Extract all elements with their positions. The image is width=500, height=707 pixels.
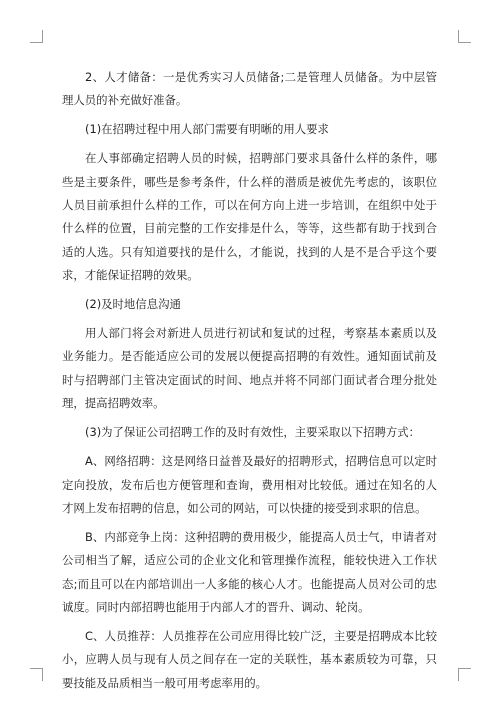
paragraph-referral: C、人员推荐：人员推荐在公司应用得比较广泛，主要是招聘成本比较小，应聘人员与现有人员之间存在一定的关联性，基本素质较为可靠，只要技能及品质相当一般可用考虑率用的。 [62,628,437,690]
paragraph-internal-competition: B、内部竞争上岗：这种招聘的费用极少，能提高人员士气，申请者对公司相当了解，适应公司的企业文化和管理操作流程，能较快进入工作状态;而且可以在内部培训出一人多能的核心人才。也能提高人员对公司的忠诚度。同时内部招聘也能用于内部人才的晋升、调动、轮岗。 [62,529,437,615]
heading-timely-communication: (2)及时地信息沟通 [85,297,181,312]
page-corner-mark-bottom-left [30,668,43,681]
document-page [62,66,437,701]
page-corner-mark-top-right [458,30,471,43]
page-corner-mark-top-left [30,30,43,43]
page-corner-mark-bottom-right [458,668,471,681]
heading-recruitment-methods: (3)为了保证公司招聘工作的及时有效性，主要采取以下招聘方式： [85,425,421,440]
paragraph-talent-reserve: 2、人才储备：一是优秀实习人员储备;二是管理人员储备。为中层管理人员的补充做好准备。 [62,70,437,108]
heading-clear-requirements: (1)在招聘过程中用人部门需要有明晰的用人要求 [85,122,329,137]
paragraph-communication: 用人部门将会对新进人员进行初试和复试的过程，考察基本素质以及业务能力。是否能适应公司的发展以便提高招聘的有效性。通知面试前及时与招聘部门主管决定面试的时间、地点并将不同部门面试者合理分批处理，提高招聘效率。 [62,326,437,411]
paragraph-requirements: 在人事部确定招聘人员的时候，招聘部门要求具备什么样的条件，哪些是主要条件，哪些是参考条件，什么样的潜质是被优先考虑的，该职位人员目前承担什么样的工作，可以在何方向上进一步培训，在组织中处于什么样的位置，目前完整的工作安排是什么，等等，这些都有助于找到合适的人选。只有知道要找的是什么，才能说，找到的人是不是合乎这个要求，才能保证招聘的效果。 [62,151,437,283]
paragraph-online-recruitment: A、网络招聘：这是网络日益普及最好的招聘形式，招聘信息可以定时定向投放，发布后也方便管理和查询，费用相对比较低。通过在知名的人才网上发布招聘的信息，如公司的网站，可以快捷的接受到求职的信息。 [62,454,437,515]
